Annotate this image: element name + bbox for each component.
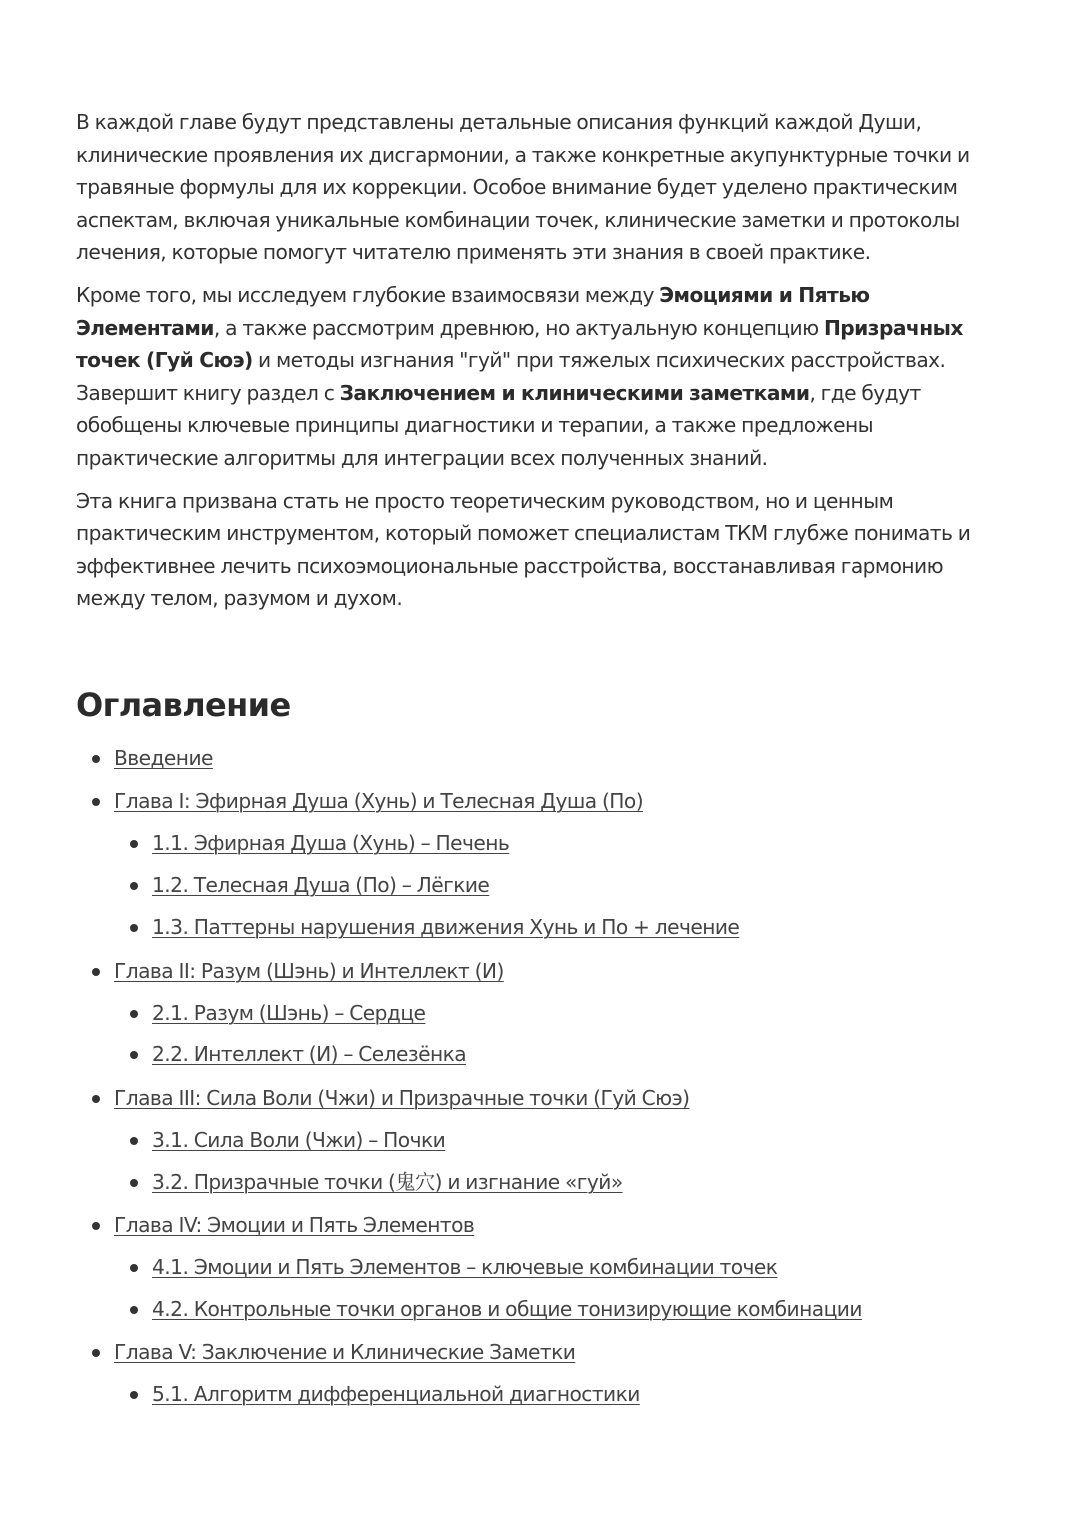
toc-chapter-item xyxy=(114,785,643,817)
toc-heading: Оглавление xyxy=(76,686,291,724)
bold-phrase: Эмоциями и Пятью Элементами xyxy=(76,282,870,340)
toc-link[interactable]: 3.1. Сила Воли (Чжи) – Почки xyxy=(152,1128,446,1152)
bullet-icon xyxy=(92,1095,100,1103)
toc-chapter-item xyxy=(114,955,504,987)
toc-link[interactable]: 1.3. Паттерны нарушения движения Хунь и По + лечение xyxy=(152,915,740,939)
toc-link[interactable]: Глава V: Заключение и Клинические Заметки xyxy=(114,1340,576,1364)
bullet-icon xyxy=(92,1349,100,1357)
toc-link[interactable]: Глава III: Сила Воли (Чжи) и Призрачные точки (Гуй Сюэ) xyxy=(114,1086,690,1110)
bullet-icon xyxy=(130,1010,138,1018)
text-segment: , где будут обобщены ключевые принципы диагностики и терапии, а также предложены практические алгоритмы для интеграции всех полученных знаний. xyxy=(76,380,921,470)
toc-section-item xyxy=(152,1251,777,1283)
toc-link[interactable]: Глава IV: Эмоции и Пять Элементов xyxy=(114,1213,475,1237)
toc-section-item xyxy=(152,911,739,943)
toc-link[interactable]: 5.1. Алгоритм дифференциальной диагностики xyxy=(152,1382,640,1406)
text-segment: В каждой главе будут представлены детальные описания функций каждой Души, клинические проявления их дисгармонии, а также конкретные акупунктурные точки и травяные формулы для их коррекции. Особое внимание будет уделено практическим аспектам, включая уникальные комбинации точек, клинические заметки и протоколы лечения, которые помогут читателю применять эти знания в своей практике. xyxy=(76,110,970,265)
document-page xyxy=(76,106,996,1406)
toc-section-item xyxy=(152,1038,466,1070)
toc-section-item xyxy=(152,1293,862,1325)
toc-link[interactable]: Глава II: Разум (Шэнь) и Интеллект (И) xyxy=(114,959,504,983)
toc-link[interactable]: 4.2. Контрольные точки органов и общие тонизирующие комбинации xyxy=(152,1297,862,1321)
toc-link[interactable]: 1.1. Эфирная Душа (Хунь) – Печень xyxy=(152,831,510,855)
toc-chapter-item xyxy=(114,742,213,774)
bold-phrase: Заключением и клиническими заметками xyxy=(339,380,810,405)
bullet-icon xyxy=(130,882,138,890)
toc-link[interactable]: 2.1. Разум (Шэнь) – Сердце xyxy=(152,1001,426,1025)
bullet-icon xyxy=(130,1391,138,1399)
toc-section-item xyxy=(152,1166,623,1198)
intro-text xyxy=(76,106,996,615)
toc-chapter-item xyxy=(114,1209,474,1241)
bullet-icon xyxy=(130,1179,138,1187)
toc-link[interactable]: Введение xyxy=(114,746,213,770)
text-segment: Эта книга призвана стать не просто теоретическим руководством, но и ценным практическим инструментом, который поможет специалистам ТКМ глубже понимать и эффективнее лечить психоэмоциональные расстройства, восстанавливая гармонию между телом, разумом и духом. xyxy=(76,488,971,611)
text-segment: , а также рассмотрим древнюю, но актуальную концепцию xyxy=(213,315,824,340)
toc-chapter-item xyxy=(114,1082,689,1114)
bullet-icon xyxy=(130,840,138,848)
toc-link[interactable]: 3.2. Призрачные точки (鬼穴) и изгнание «гуй» xyxy=(152,1170,623,1194)
toc-link[interactable]: 4.1. Эмоции и Пять Элементов – ключевые комбинации точек xyxy=(152,1255,778,1279)
bullet-icon xyxy=(130,1306,138,1314)
bullet-icon xyxy=(130,1051,138,1059)
toc-section-item xyxy=(152,1124,445,1156)
toc-section-item xyxy=(152,827,509,859)
bullet-icon xyxy=(92,1222,100,1230)
bullet-icon xyxy=(92,755,100,763)
bullet-icon xyxy=(130,1264,138,1272)
bullet-icon xyxy=(130,924,138,932)
paragraph xyxy=(76,279,996,475)
toc-link[interactable]: 2.2. Интеллект (И) – Селезёнка xyxy=(152,1042,467,1066)
toc-section-item xyxy=(152,1378,640,1410)
text-segment: и методы изгнания "гуй" при тяжелых психических расстройствах. Завершит книгу раздел с xyxy=(76,348,946,405)
toc-chapter-item xyxy=(114,1336,575,1368)
toc-section-item xyxy=(152,997,425,1029)
paragraph xyxy=(76,485,996,615)
bold-phrase: Призрачных точек (Гуй Сюэ) xyxy=(76,315,963,373)
bullet-icon xyxy=(92,798,100,806)
toc-section-item xyxy=(152,869,489,901)
paragraph xyxy=(76,106,996,269)
bullet-icon xyxy=(130,1137,138,1145)
text-segment: Кроме того, мы исследуем глубокие взаимосвязи между xyxy=(76,282,660,307)
bullet-icon xyxy=(92,968,100,976)
toc-link[interactable]: 1.2. Телесная Душа (По) – Лёгкие xyxy=(152,873,490,897)
toc-link[interactable]: Глава I: Эфирная Душа (Хунь) и Телесная Душа (По) xyxy=(114,789,644,813)
